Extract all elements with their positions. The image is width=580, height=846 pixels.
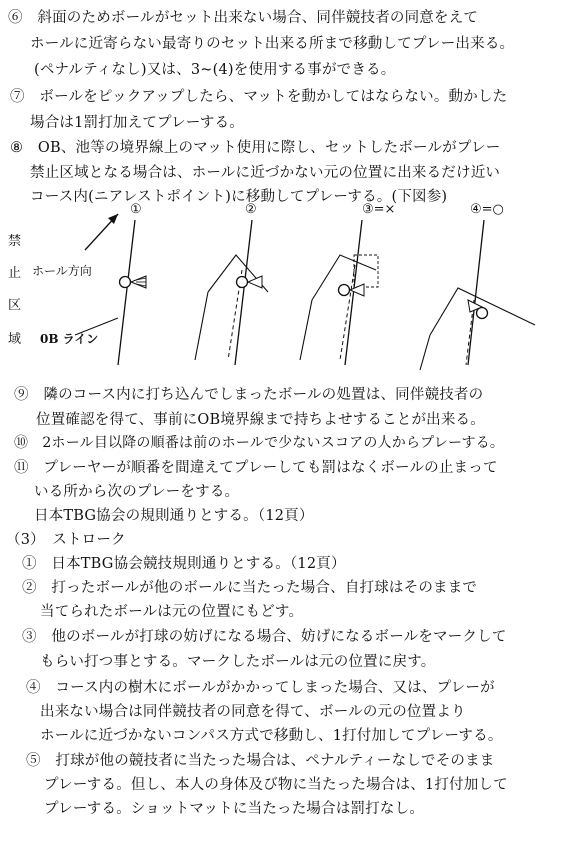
rule-8-line-2: 禁止区域となる場合は、ホールに近づかない元の位置に出来るだけ近い <box>30 165 501 181</box>
figure-1 <box>75 214 146 365</box>
stroke-2-line-2: 当てられたボールは元の位置にもどす。 <box>40 604 304 620</box>
ob-pointer-line <box>75 318 118 335</box>
stroke-5-line-1: ⑤ 打球が他の競技者に当たった場合は、ペナルティーなしでそのまま <box>26 753 495 769</box>
ball-icon <box>237 277 248 288</box>
rule-11-line-1: ⑪ プレーヤーが順番を間違えてプレーしても罰はなくボールの止まって <box>14 460 498 476</box>
ball-icon <box>339 285 350 296</box>
rule-7-line-1: ⑦ ボールをピックアップしたら、マットを動かしてはならない。動かした <box>10 89 508 105</box>
prohibited-area-label-char: 禁 <box>8 234 22 249</box>
diagram-caption-3: ③=× <box>362 202 396 217</box>
ball-icon <box>477 308 488 319</box>
figure-4 <box>420 220 535 370</box>
stroke-3-line-2: もらい打つ事とする。マークしたボールは元の位置に戻す。 <box>40 654 436 670</box>
stroke-4-line-1: ④ コース内の樹木にボールがかかってしまった場合、又は、プレーが <box>26 680 495 696</box>
rule-9-line-1: ⑨ 隣のコース内に打ち込んでしまったボールの処置は、同伴競技者の <box>14 387 484 403</box>
stroke-4-line-3: ホールに近づかないコンパス方式で移動し、1打付加してプレーする。 <box>40 728 503 744</box>
stroke-1-line: ① 日本TBG協会競技規則通りとする。（12頁） <box>22 556 346 572</box>
ball-icon <box>120 277 131 288</box>
stroke-2-line-1: ② 打ったボールが他のボールに当たった場合、自打球はそのままで <box>22 580 478 596</box>
rule-11-line-2: いる所から次のプレーをする。 <box>34 484 240 500</box>
hole-direction-label: ホール方向 <box>32 264 92 278</box>
figure-2 <box>195 220 268 365</box>
tee-brush-icon <box>350 284 364 296</box>
stroke-5-line-2: プレーする。但し、本人の身体及び物に当たった場合は、1打付加して <box>44 777 508 793</box>
prohibited-area-label-char: 域 <box>8 332 22 347</box>
rule-10-line: ⑩ 2ホール目以降の順番は前のホールで少ないスコアの人からプレーする。 <box>14 435 505 451</box>
stroke-4-line-2: 出来ない場合は同伴競技者の同意を得て、ボールの元の位置より <box>40 704 466 720</box>
diagram-drawing <box>0 200 580 375</box>
prohibited-area-label-char: 止 <box>8 266 22 281</box>
rule-8-line-3: コース内(ニアレストポイント)に移動してプレーする。(下図参) <box>30 189 448 205</box>
section-3-heading: （3） ストローク <box>6 532 126 548</box>
diagram-caption-1: ① <box>130 202 142 217</box>
rule-9-line-2: 位置確認を得て、事前にOB境界線まで持ちよせすることが出来る。 <box>36 412 485 428</box>
nearest-point-diagram <box>0 200 580 375</box>
ob-line-label: 0B ライン <box>40 332 99 346</box>
rule-6-line-3: (ペナルティなし)又は、3~(4)を使用する事ができる。 <box>34 62 396 78</box>
boundary-line <box>118 220 135 365</box>
stroke-3-line-1: ③ 他のボールが打球の妨げになる場合、妨げになるボールをマークして <box>22 629 507 645</box>
rule-6-line-1: ⑥ 斜面のためボールがセット出来ない場合、同伴競技者の同意をえて <box>8 10 479 26</box>
boundary-line <box>235 220 252 365</box>
rule-8-line-1: ⑧ OB、池等の境界線上のマット使用に際し、セットしたボールがプレー <box>10 140 501 156</box>
stroke-5-line-3: プレーする。ショットマットに当たった場合は罰打なし。 <box>44 801 425 817</box>
diagram-caption-4: ④=○ <box>470 202 504 217</box>
diagram-caption-2: ② <box>245 202 257 217</box>
prohibited-area-label-char: 区 <box>8 298 22 313</box>
boundary-line <box>468 220 484 365</box>
rule-11-line-3: 日本TBG協会の規則通りとする。（12頁） <box>34 508 314 524</box>
rule-6-line-2: ホールに近寄らない最寄りのセット出来る所まで移動してプレー出来る。 <box>30 36 515 52</box>
rule-7-line-2: 場合は1罰打加えてプレーする。 <box>30 115 244 131</box>
figure-3 <box>300 220 378 365</box>
